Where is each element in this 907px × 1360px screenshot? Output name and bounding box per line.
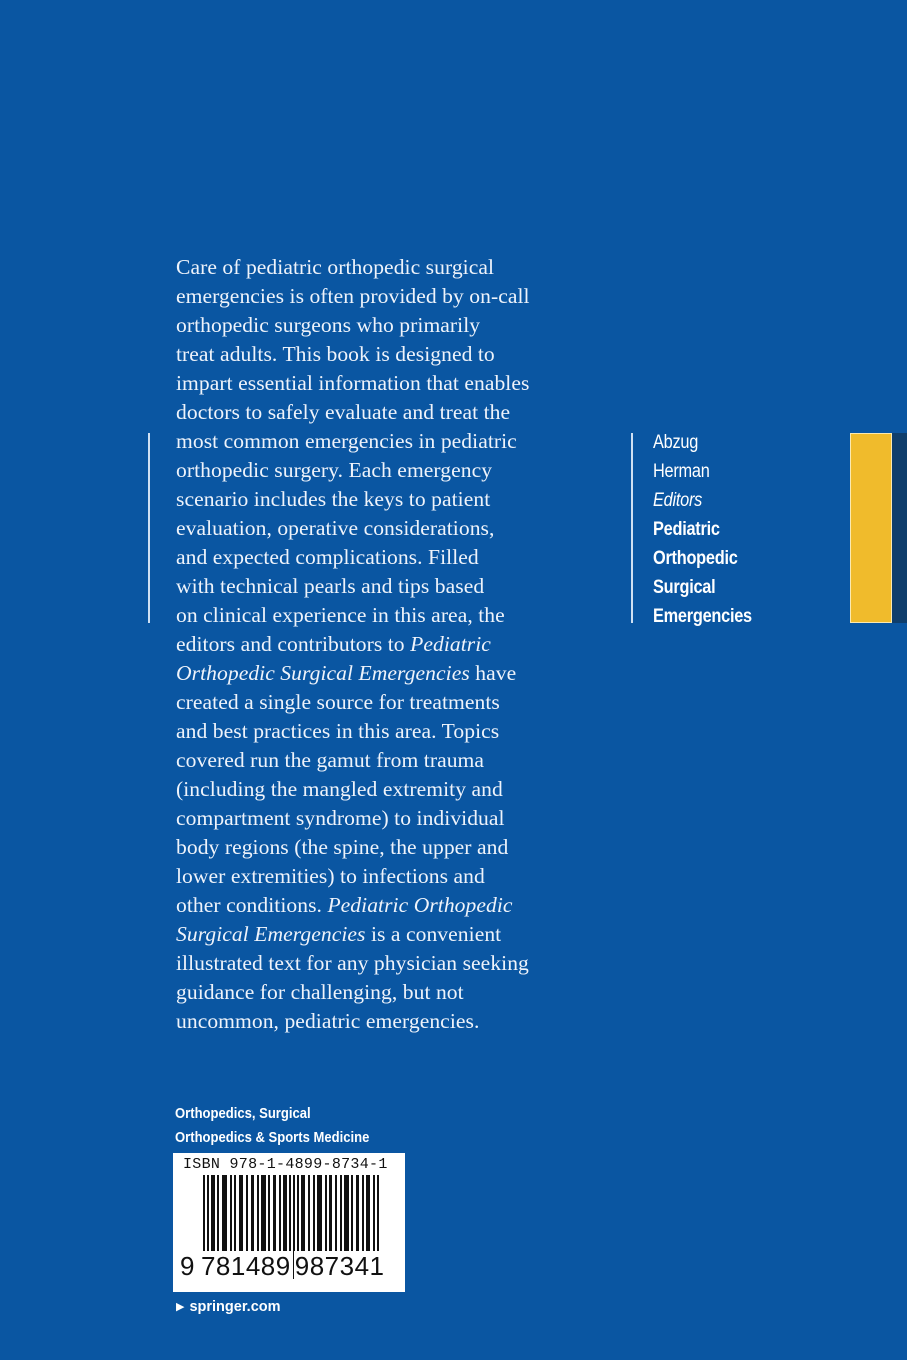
blurb-text: doctors to safely evaluate and treat the xyxy=(176,400,511,424)
blurb-line xyxy=(176,253,596,282)
blurb-line xyxy=(176,659,596,688)
blurb-line xyxy=(176,514,596,543)
blurb-line xyxy=(176,978,596,1007)
blurb-text: editors and contributors to xyxy=(176,632,411,656)
blurb-text: most common emergencies in pediatric xyxy=(176,429,517,453)
blurb-line xyxy=(176,717,596,746)
blurb-text: is a convenient xyxy=(365,922,502,946)
isbn-barcode xyxy=(173,1153,405,1292)
subject-category xyxy=(175,1102,391,1150)
left-vertical-rule xyxy=(148,433,150,623)
book-title-line: Surgical xyxy=(653,577,716,598)
blurb-line xyxy=(176,891,596,920)
publisher-link[interactable] xyxy=(176,1295,281,1320)
blurb-line xyxy=(176,862,596,891)
blurb-text: impart essential information that enables xyxy=(176,371,530,395)
blurb-italic-title: Orthopedic Surgical Emergencies xyxy=(176,661,470,685)
blurb-text: uncommon, pediatric emergencies. xyxy=(176,1009,480,1033)
blurb-text: body regions (the spine, the upper and xyxy=(176,835,509,859)
blurb-text: and best practices in this area. Topics xyxy=(176,719,500,743)
category-line: Orthopedics, Surgical xyxy=(175,1106,311,1122)
blurb-text: illustrated text for any physician seeking xyxy=(176,951,529,975)
blurb-line xyxy=(176,949,596,978)
blurb-line xyxy=(176,746,596,775)
blurb-line xyxy=(176,427,596,456)
blurb-line xyxy=(176,920,596,949)
blurb-text: guidance for challenging, but not xyxy=(176,980,464,1004)
book-title-line: Emergencies xyxy=(653,606,752,627)
blurb-text: emergencies is often provided by on-call xyxy=(176,284,530,308)
blurb-text: Care of pediatric orthopedic surgical xyxy=(176,255,495,279)
blurb-italic-title: Pediatric Orthopedic xyxy=(327,893,513,917)
blurb-text: other conditions. xyxy=(176,893,328,917)
editor-name: Herman xyxy=(653,461,710,482)
blurb-text: with technical pearls and tips based xyxy=(176,574,485,598)
blurb-text: and expected complications. Filled xyxy=(176,545,479,569)
blurb-text: created a single source for treatments xyxy=(176,690,500,714)
editor-name: Abzug xyxy=(653,432,699,453)
editors-label: Editors xyxy=(653,490,703,511)
right-vertical-rule xyxy=(631,433,633,623)
blurb-line xyxy=(176,1007,596,1036)
spine-edge-strip xyxy=(892,433,907,623)
blurb-line xyxy=(176,572,596,601)
publisher-url[interactable]: springer.com xyxy=(189,1299,281,1315)
blurb-line xyxy=(176,688,596,717)
blurb-italic-title: Pediatric xyxy=(410,632,491,656)
blurb-line xyxy=(176,340,596,369)
ean-group-left: 781489 xyxy=(200,1251,291,1281)
blurb-line xyxy=(176,311,596,340)
blurb-text: covered run the gamut from trauma xyxy=(176,748,485,772)
book-title-line: Orthopedic xyxy=(653,548,738,569)
blurb-text: compartment syndrome) to individual xyxy=(176,806,505,830)
back-cover-blurb xyxy=(176,253,596,1036)
blurb-line xyxy=(176,369,596,398)
blurb-text: treat adults. This book is designed to xyxy=(176,342,495,366)
blurb-line xyxy=(176,543,596,572)
ean-digits xyxy=(179,1251,386,1282)
category-line: Orthopedics & Sports Medicine xyxy=(175,1130,370,1146)
blurb-italic-title: Surgical Emergencies xyxy=(176,922,366,946)
spine-info-block xyxy=(653,428,768,631)
blurb-line xyxy=(176,804,596,833)
accent-color-bar xyxy=(850,433,892,623)
blurb-text: on clinical experience in this area, the xyxy=(176,603,505,627)
blurb-line xyxy=(176,833,596,862)
blurb-text: lower extremities) to infections and xyxy=(176,864,485,888)
blurb-text: (including the mangled extremity and xyxy=(176,777,503,801)
ean-group-right: 987341 xyxy=(294,1251,385,1281)
blurb-line xyxy=(176,456,596,485)
blurb-line xyxy=(176,601,596,630)
blurb-text: have xyxy=(469,661,517,685)
blurb-line xyxy=(176,775,596,804)
blurb-text: orthopedic surgeons who primarily xyxy=(176,313,481,337)
blurb-line xyxy=(176,485,596,514)
book-title-line: Pediatric xyxy=(653,519,720,540)
blurb-line xyxy=(176,630,596,659)
blurb-line xyxy=(176,398,596,427)
blurb-text: evaluation, operative considerations, xyxy=(176,516,495,540)
play-arrow-icon: ▶ xyxy=(176,1301,185,1313)
blurb-text: orthopedic surgery. Each emergency xyxy=(176,458,493,482)
isbn-label: ISBN 978-1-4899-8734-1 xyxy=(183,1156,388,1173)
blurb-line xyxy=(176,282,596,311)
ean-first-digit: 9 xyxy=(180,1251,195,1281)
blurb-text: scenario includes the keys to patient xyxy=(176,487,491,511)
